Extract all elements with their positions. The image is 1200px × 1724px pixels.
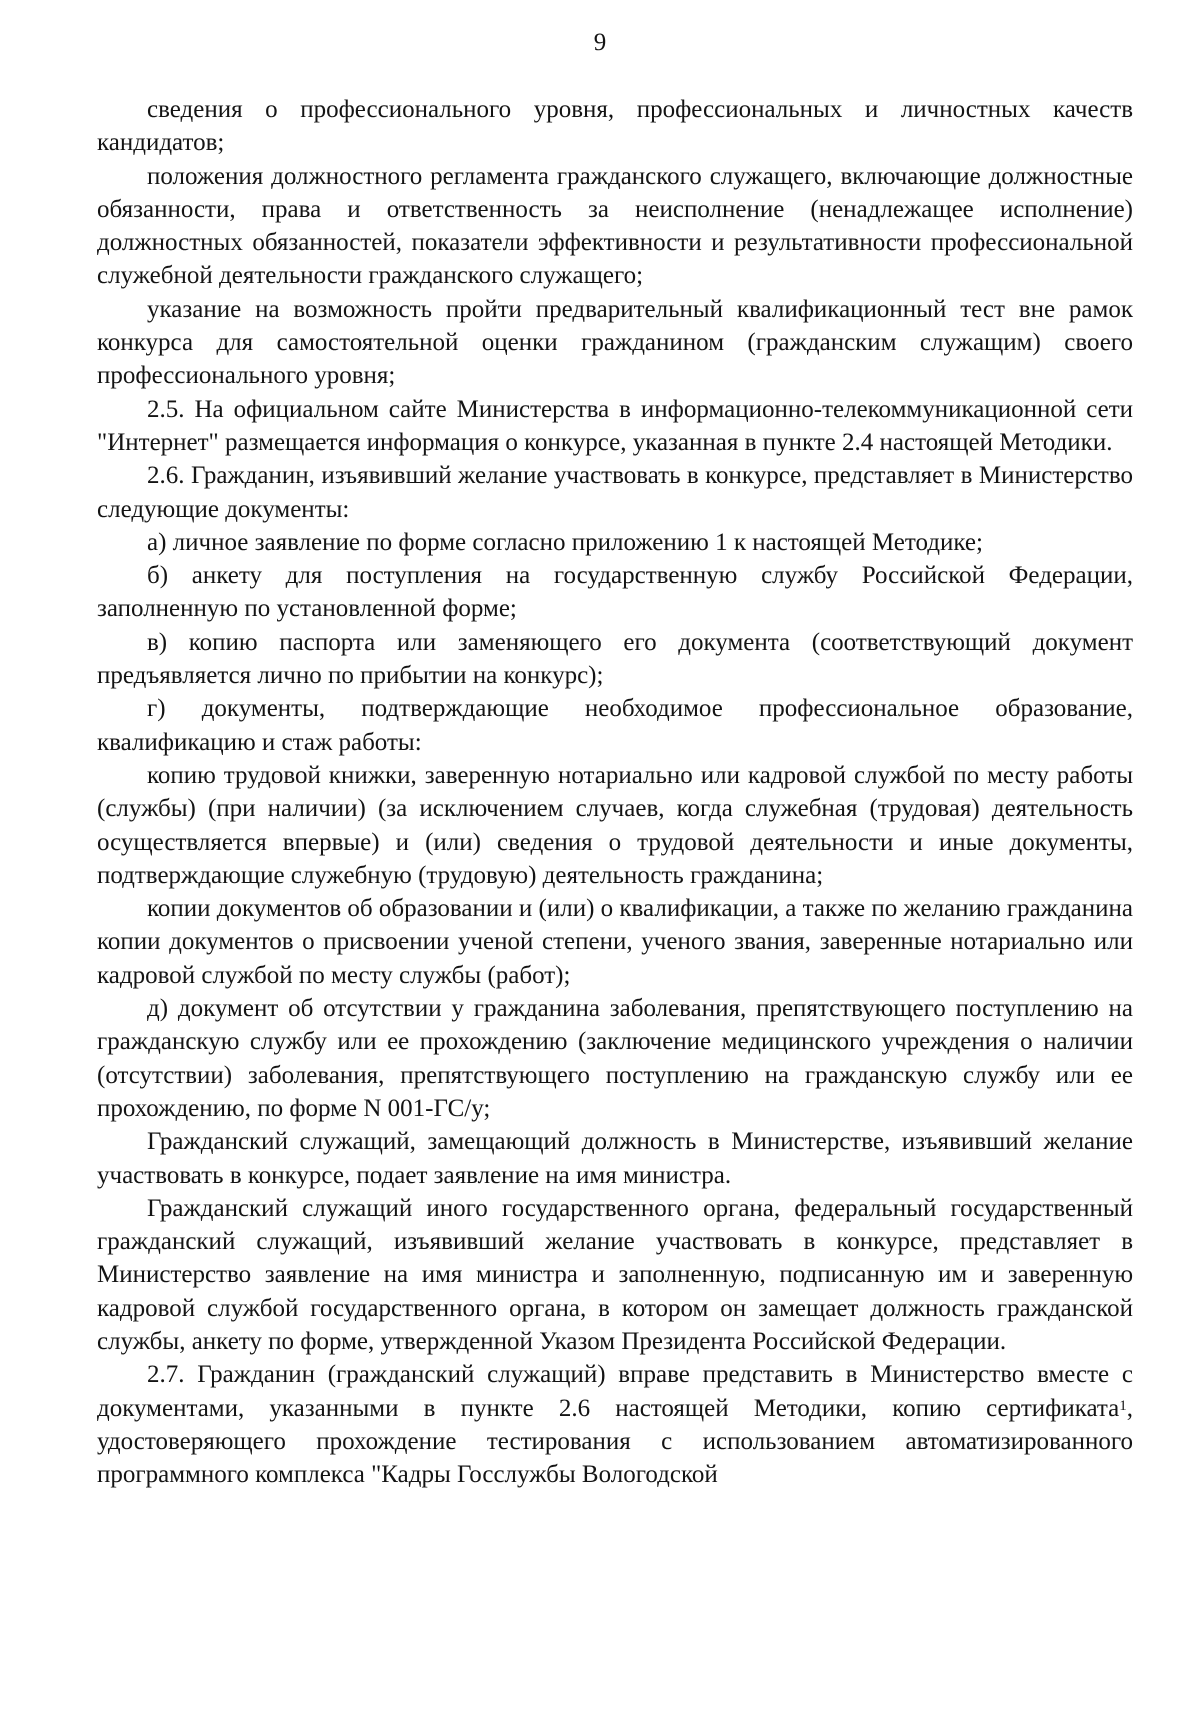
paragraph: положения должностного регламента гражданского служащего, включающие должностные обязанности, права и ответственность за неисполнение (ненадлежащее исполнение) должностных обязанностей, показатели эффективности и результативности профессиональной служебной деятельности гражданского служащего; <box>97 162 1133 290</box>
list-item-d: д) документ об отсутствии у гражданина заболевания, препятствующего поступлению на гражданскую службу или ее прохождению (заключение медицинского учреждения о наличии (отсутствии) заболевания, препятствующего поступлению на гражданскую службу или ее прохождению, по форме N 001-ГС/у; <box>97 995 1133 1122</box>
paragraph-2-7-text-continued: , удостоверяющего прохождение тестирования с использованием автоматизированного программного комплекса "Кадры Госслужбы Вологодской <box>97 1394 1133 1489</box>
paragraph: Гражданский служащий, замещающий должность в Министерстве, изъявивший желание участвовать в конкурсе, подает заявление на имя министра. <box>97 1128 1133 1189</box>
paragraph: Гражданский служащий иного государственного органа, федеральный государственный гражданский служащий, изъявивший желание участвовать в конкурсе, представляет в Министерство заявление на имя министра и заполненную, подписанную им и заверенную кадровой службой государственного органа, в котором он замещает должность гражданской службы, анкету по форме, утвержденной Указом Президента Российской Федерации. <box>97 1194 1133 1355</box>
list-item-v: в) копию паспорта или заменяющего его документа (соответствующий документ предъявляется лично по прибытии на конкурс); <box>97 628 1133 690</box>
paragraph-2-5: 2.5. На официальном сайте Министерства в информационно-телекоммуникационной сети "Интернет" размещается информация о конкурсе, указанная в пункте 2.4 настоящей Методики. <box>97 395 1133 456</box>
paragraph-2-6: 2.6. Гражданин, изъявивший желание участвовать в конкурсе, представляет в Министерство следующие документы: <box>97 462 1133 523</box>
list-item-a: а) личное заявление по форме согласно приложению 1 к настоящей Методике; <box>147 528 983 556</box>
paragraph: копии документов об образовании и (или) о квалификации, а также по желанию гражданина копии документов о присвоении ученой степени, ученого звания, заверенные нотариально или кадровой службой по месту службы (работ); <box>97 895 1133 989</box>
paragraph-2-7-text: 2.7. Гражданин (гражданский служащий) вправе представить в Министерство вместе с документами, указанными в пункте 2.6 настоящей Методики, копию сертификата <box>97 1361 1133 1422</box>
paragraph-2-7 <box>97 1358 1133 1491</box>
document-body <box>97 93 1133 1491</box>
list-item-g: г) документы, подтверждающие необходимое профессиональное образование, квалификацию и стаж работы: <box>97 695 1133 756</box>
list-item-b: б) анкету для поступления на государственную службу Российской Федерации, заполненную по установленной форме; <box>97 562 1133 623</box>
paragraph: сведения о профессионального уровня, профессиональных и личностных качеств кандидатов; <box>97 96 1133 157</box>
paragraph: копию трудовой книжки, заверенную нотариально или кадровой службой по месту работы (службы) (при наличии) (за исключением случаев, когда служебная (трудовая) деятельность осуществляется впервые) и (или) сведения о трудовой деятельности и иные документы, подтверждающие служебную (трудовую) деятельность гражданина; <box>97 761 1133 889</box>
page-number: 9 <box>593 29 607 56</box>
footnote-mark: 1 <box>1119 1397 1127 1414</box>
paragraph: указание на возможность пройти предварительный квалификационный тест вне рамок конкурса для самостоятельной оценки гражданином (гражданским служащим) своего профессионального уровня; <box>97 295 1133 390</box>
